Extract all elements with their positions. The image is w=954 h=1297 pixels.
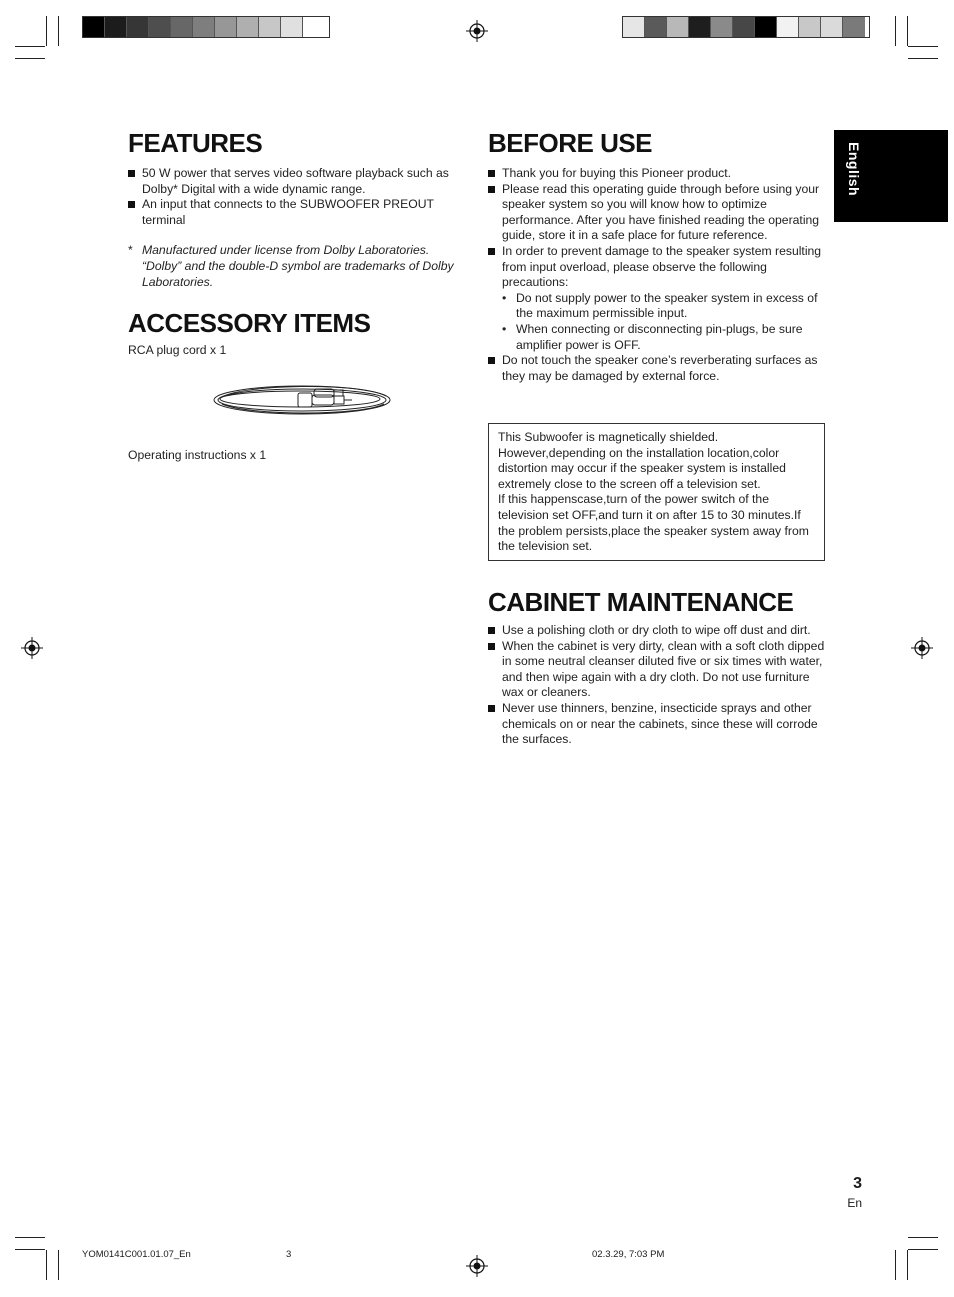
footer-file: YOM0141C001.01.07_En — [82, 1249, 191, 1260]
list-item: • Do not supply power to the speaker system in excess of the maximum permissible input. — [502, 291, 826, 322]
accessory-item-instructions: Operating instructions x 1 — [128, 448, 267, 462]
crop-mark — [15, 46, 45, 47]
list-item: Use a polishing cloth or dry cloth to wipe off dust and dirt. — [488, 623, 826, 639]
color-swatch — [623, 17, 645, 37]
crop-mark — [908, 46, 938, 47]
accessory-title: ACCESSORY ITEMS — [128, 308, 371, 338]
list-item: Do not touch the speaker cone’s reverberating surfaces as they may be damaged by external force. — [488, 353, 826, 384]
color-swatch — [83, 17, 105, 37]
magnetic-shield-notice — [488, 423, 825, 561]
crop-mark — [58, 16, 59, 46]
before-use-list — [488, 166, 826, 384]
list-item: When the cabinet is very dirty, clean with a soft cloth dipped in some neutral cleanser diluted five or six times with water, and then wipe again with a dry cloth. Do not use furniture wax or cleaners. — [488, 639, 826, 701]
color-swatch — [171, 17, 193, 37]
features-list — [128, 166, 464, 228]
notice-paragraph: If this happenscase,turn of the power switch of the television set OFF,and turn it on after 15 to 30 minutes.If the problem persists,place the speaker system away from the television set. — [498, 492, 809, 554]
note-marker: * — [128, 243, 133, 258]
list-item: • When connecting or disconnecting pin-plugs, be sure amplifier power is OFF. — [502, 322, 826, 353]
color-swatch — [105, 17, 127, 37]
crop-mark — [15, 1237, 45, 1238]
color-swatch — [755, 17, 777, 37]
color-swatch — [799, 17, 821, 37]
precautions-list — [502, 291, 826, 353]
color-swatch — [645, 17, 667, 37]
registration-mark-icon — [21, 637, 43, 659]
color-swatch — [149, 17, 171, 37]
color-swatch — [237, 17, 259, 37]
page-number: 3 — [853, 1175, 862, 1192]
color-swatch — [777, 17, 799, 37]
color-swatch — [689, 17, 711, 37]
list-item: Thank you for buying this Pioneer product. — [488, 166, 826, 182]
before-use-section — [488, 128, 826, 384]
footer-page: 3 — [286, 1249, 292, 1260]
crop-mark — [15, 58, 45, 59]
notice-paragraph: This Subwoofer is magnetically shielded. However,depending on the installation location,color distortion may occur if the speaker system is installed extremely close to the screen off a television set. — [498, 430, 786, 491]
accessory-item-rca: RCA plug cord x 1 — [128, 343, 227, 357]
page-lang-code: En — [847, 1196, 862, 1210]
crop-mark — [907, 16, 908, 46]
list-item-text: In order to prevent damage to the speaker system resulting from input overload, please observe the following precautions: — [502, 243, 822, 290]
crop-mark — [907, 1250, 908, 1280]
language-tab-label: English — [846, 142, 862, 197]
color-calibration-strip — [82, 16, 330, 38]
cabinet-list — [488, 623, 826, 748]
list-item: 50 W power that serves video software playback such as Dolby* Digital with a wide dynamic range. — [128, 166, 464, 197]
color-swatch — [215, 17, 237, 37]
cabinet-title: CABINET MAINTENANCE — [488, 587, 794, 617]
cabinet-section — [488, 587, 826, 748]
footer-timestamp: 02.3.29, 7:03 PM — [592, 1249, 665, 1260]
crop-mark — [895, 16, 896, 46]
color-swatch — [127, 17, 149, 37]
registration-mark-icon — [911, 637, 933, 659]
crop-mark — [58, 1250, 59, 1280]
before-use-title: BEFORE USE — [488, 128, 653, 158]
list-item: Never use thinners, benzine, insecticide sprays and other chemicals on or near the cabinets, since these will corrode the surfaces. — [488, 701, 826, 748]
color-swatch — [303, 17, 325, 37]
crop-mark — [908, 58, 938, 59]
language-tab — [834, 130, 948, 222]
list-item: An input that connects to the SUBWOOFER PREOUT terminal — [128, 197, 464, 228]
color-swatch — [711, 17, 733, 37]
crop-mark — [895, 1250, 896, 1280]
crop-mark — [15, 1249, 45, 1250]
color-swatch — [193, 17, 215, 37]
registration-mark-icon — [466, 1255, 488, 1277]
dolby-note — [128, 243, 464, 290]
crop-mark — [908, 1249, 938, 1250]
color-swatch — [281, 17, 303, 37]
color-swatch — [821, 17, 843, 37]
accessory-section — [128, 308, 464, 359]
note-text: Manufactured under license from Dolby Laboratories. “Dolby” and the double-D symbol are trademarks of Dolby Laboratories. — [142, 243, 454, 289]
crop-mark — [46, 1250, 47, 1280]
registration-mark-icon — [466, 20, 488, 42]
list-item: Please read this operating guide through before using your speaker system so you will know how to optimize performance. After you have finished reading the operating guide, store it in a safe place for future reference. — [488, 182, 826, 244]
list-item — [488, 244, 826, 353]
color-calibration-strip — [622, 16, 870, 38]
color-swatch — [259, 17, 281, 37]
crop-mark — [908, 1237, 938, 1238]
features-section — [128, 128, 464, 290]
crop-mark — [46, 16, 47, 46]
color-swatch — [843, 17, 865, 37]
rca-cord-illustration — [210, 376, 394, 420]
features-title: FEATURES — [128, 128, 263, 158]
color-swatch — [667, 17, 689, 37]
color-swatch — [733, 17, 755, 37]
